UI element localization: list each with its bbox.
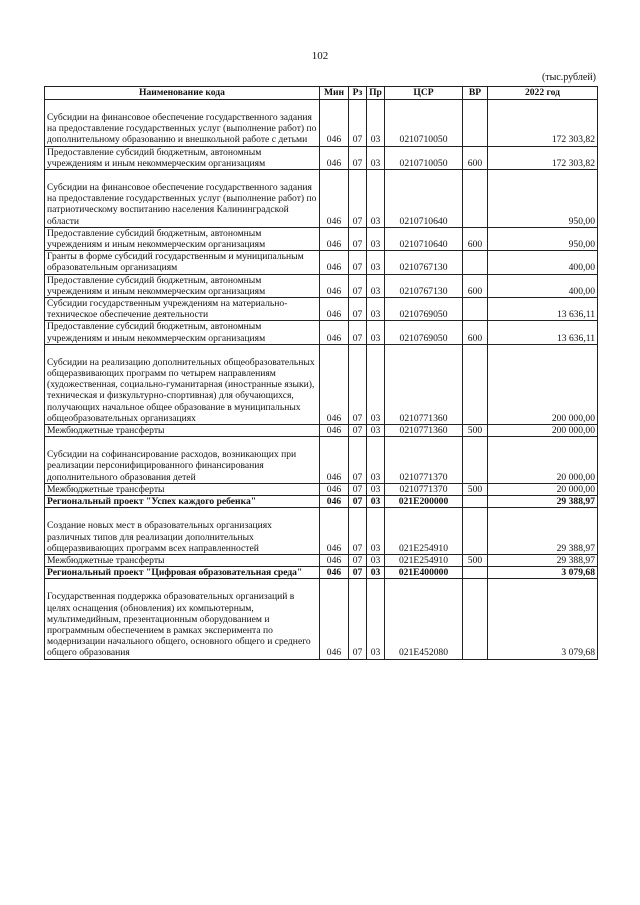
- cell-pr: 03: [367, 170, 385, 228]
- cell-min: 046: [320, 567, 349, 579]
- cell-amount: 3 079,68: [488, 579, 598, 659]
- cell-pr: 03: [367, 437, 385, 484]
- cell-csr: 0210710640: [385, 227, 463, 250]
- cell-name: Субсидии на финансовое обеспечение государственного задания на предоставление государственных услуг (выполнение работ) по патриотическому воспитанию населения Калининградской области: [45, 170, 320, 228]
- cell-csr: 021Е452080: [385, 579, 463, 659]
- cell-name: Субсидии государственным учреждениям на материально-техническое обеспечение деятельности: [45, 298, 320, 321]
- cell-amount: 200 000,00: [488, 425, 598, 437]
- cell-pr: 03: [367, 496, 385, 508]
- cell-min: 046: [320, 554, 349, 566]
- cell-pr: 03: [367, 100, 385, 147]
- table-row: [45, 274, 598, 297]
- cell-csr: 021Е254910: [385, 508, 463, 555]
- cell-rz: 07: [349, 496, 367, 508]
- cell-min: 046: [320, 344, 349, 424]
- cell-rz: 07: [349, 251, 367, 274]
- cell-min: 046: [320, 227, 349, 250]
- header-name: Наименование кода: [45, 87, 320, 100]
- table-row: [45, 554, 598, 566]
- cell-vr: [463, 508, 488, 555]
- cell-vr: [463, 100, 488, 147]
- cell-min: 046: [320, 425, 349, 437]
- cell-csr: 0210769050: [385, 298, 463, 321]
- cell-pr: 03: [367, 483, 385, 495]
- cell-amount: 29 388,97: [488, 554, 598, 566]
- cell-vr: [463, 567, 488, 579]
- cell-min: 046: [320, 251, 349, 274]
- cell-csr: 0210771370: [385, 483, 463, 495]
- cell-pr: 03: [367, 298, 385, 321]
- cell-amount: 200 000,00: [488, 344, 598, 424]
- cell-vr: 600: [463, 227, 488, 250]
- table-row: [45, 425, 598, 437]
- cell-vr: 500: [463, 425, 488, 437]
- table-row: [45, 321, 598, 344]
- cell-name: Создание новых мест в образовательных организациях различных типов для реализации дополнительных общеразвивающих программ всех направленностей: [45, 508, 320, 555]
- cell-vr: 600: [463, 321, 488, 344]
- cell-csr: 021Е200000: [385, 496, 463, 508]
- table-row: [45, 483, 598, 495]
- cell-vr: 500: [463, 554, 488, 566]
- table-body: [45, 100, 598, 660]
- table-row: [45, 567, 598, 579]
- cell-rz: 07: [349, 146, 367, 169]
- cell-vr: 500: [463, 483, 488, 495]
- cell-rz: 07: [349, 321, 367, 344]
- cell-amount: 13 636,11: [488, 298, 598, 321]
- cell-vr: 600: [463, 146, 488, 169]
- table-row: [45, 508, 598, 555]
- cell-amount: 3 079,68: [488, 567, 598, 579]
- table-row: [45, 100, 598, 147]
- header-pr: Пр: [367, 87, 385, 100]
- cell-csr: 0210771370: [385, 437, 463, 484]
- cell-rz: 07: [349, 298, 367, 321]
- cell-pr: 03: [367, 425, 385, 437]
- cell-pr: 03: [367, 344, 385, 424]
- cell-pr: 03: [367, 567, 385, 579]
- cell-rz: 07: [349, 554, 367, 566]
- table-row: [45, 251, 598, 274]
- cell-min: 046: [320, 508, 349, 555]
- cell-name: Субсидии на реализацию дополнительных общеобразовательных общеразвивающих программ по четырем направлениям (художественная, социально-гуманитарная (иностранные языки), техническая и физкультурно-спортивная) для обучающихся, получающих начальное общее образование в муниципальных общеобразовательных организациях: [45, 344, 320, 424]
- cell-name: Гранты в форме субсидий государственным и муниципальным образовательным организациям: [45, 251, 320, 274]
- cell-pr: 03: [367, 251, 385, 274]
- cell-pr: 03: [367, 146, 385, 169]
- cell-vr: [463, 344, 488, 424]
- cell-vr: [463, 579, 488, 659]
- page-number: 102: [311, 50, 329, 62]
- table-row: [45, 579, 598, 659]
- cell-min: 046: [320, 483, 349, 495]
- cell-rz: 07: [349, 579, 367, 659]
- cell-amount: 172 303,82: [488, 146, 598, 169]
- cell-vr: [463, 496, 488, 508]
- cell-rz: 07: [349, 274, 367, 297]
- cell-name: Субсидии на софинансирование расходов, возникающих при реализации персонифицированного финансирования дополнительного образования детей: [45, 437, 320, 484]
- cell-amount: 172 303,82: [488, 100, 598, 147]
- cell-min: 046: [320, 146, 349, 169]
- cell-rz: 07: [349, 170, 367, 228]
- cell-pr: 03: [367, 579, 385, 659]
- cell-name: Предоставление субсидий бюджетным, автономным учреждениям и иным некоммерческим организациям: [45, 227, 320, 250]
- cell-amount: 13 636,11: [488, 321, 598, 344]
- cell-min: 046: [320, 496, 349, 508]
- cell-name: Межбюджетные трансферты: [45, 425, 320, 437]
- table-row: [45, 227, 598, 250]
- cell-name: Региональный проект "Успех каждого ребенка": [45, 496, 320, 508]
- cell-vr: [463, 170, 488, 228]
- cell-pr: 03: [367, 227, 385, 250]
- table-row: [45, 170, 598, 228]
- cell-min: 046: [320, 100, 349, 147]
- cell-csr: 0210771360: [385, 425, 463, 437]
- table-row: [45, 344, 598, 424]
- cell-amount: 950,00: [488, 227, 598, 250]
- table-row: [45, 496, 598, 508]
- cell-amount: 950,00: [488, 170, 598, 228]
- budget-table: [44, 86, 598, 660]
- cell-csr: 0210767130: [385, 274, 463, 297]
- header-vr: ВР: [463, 87, 488, 100]
- cell-name: Региональный проект "Цифровая образовательная среда": [45, 567, 320, 579]
- table-row: [45, 298, 598, 321]
- header-csr: ЦСР: [385, 87, 463, 100]
- header-min: Мин: [320, 87, 349, 100]
- cell-name: Межбюджетные трансферты: [45, 554, 320, 566]
- cell-rz: 07: [349, 344, 367, 424]
- cell-amount: 20 000,00: [488, 483, 598, 495]
- table-row: [45, 146, 598, 169]
- cell-csr: 0210767130: [385, 251, 463, 274]
- cell-min: 046: [320, 321, 349, 344]
- cell-vr: [463, 298, 488, 321]
- cell-name: Государственная поддержка образовательных организаций в целях оснащения (обновления) их компьютерным, мультимедийным, презентационным оборудованием и программным обеспечением в рамках эксперимента по модернизации начального общего, основного общего и среднего общего образования: [45, 579, 320, 659]
- header-rz: Рз: [349, 87, 367, 100]
- cell-name: Субсидии на финансовое обеспечение государственного задания на предоставление государственных услуг (выполнение работ) по дополнительному образованию и внешкольной работе с детьми: [45, 100, 320, 147]
- cell-pr: 03: [367, 508, 385, 555]
- cell-name: Предоставление субсидий бюджетным, автономным учреждениям и иным некоммерческим организациям: [45, 274, 320, 297]
- cell-amount: 400,00: [488, 251, 598, 274]
- cell-pr: 03: [367, 274, 385, 297]
- cell-rz: 07: [349, 227, 367, 250]
- cell-pr: 03: [367, 554, 385, 566]
- cell-rz: 07: [349, 100, 367, 147]
- cell-pr: 03: [367, 321, 385, 344]
- cell-csr: 021Е400000: [385, 567, 463, 579]
- cell-amount: 400,00: [488, 274, 598, 297]
- table-header-row: [45, 87, 598, 100]
- cell-min: 046: [320, 579, 349, 659]
- cell-min: 046: [320, 170, 349, 228]
- cell-csr: 0210710050: [385, 100, 463, 147]
- cell-rz: 07: [349, 437, 367, 484]
- header-year: 2022 год: [488, 87, 598, 100]
- cell-min: 046: [320, 437, 349, 484]
- cell-amount: 29 388,97: [488, 496, 598, 508]
- cell-rz: 07: [349, 567, 367, 579]
- cell-name: Предоставление субсидий бюджетным, автономным учреждениям и иным некоммерческим организациям: [45, 321, 320, 344]
- cell-csr: 0210769050: [385, 321, 463, 344]
- cell-name: Предоставление субсидий бюджетным, автономным учреждениям и иным некоммерческим организациям: [45, 146, 320, 169]
- units-label: (тыс.рублей): [541, 72, 596, 83]
- cell-vr: 600: [463, 274, 488, 297]
- table-row: [45, 437, 598, 484]
- cell-rz: 07: [349, 483, 367, 495]
- cell-csr: 021Е254910: [385, 554, 463, 566]
- cell-csr: 0210771360: [385, 344, 463, 424]
- cell-min: 046: [320, 298, 349, 321]
- cell-min: 046: [320, 274, 349, 297]
- cell-rz: 07: [349, 508, 367, 555]
- cell-vr: [463, 251, 488, 274]
- cell-csr: 0210710640: [385, 170, 463, 228]
- cell-rz: 07: [349, 425, 367, 437]
- cell-name: Межбюджетные трансферты: [45, 483, 320, 495]
- cell-vr: [463, 437, 488, 484]
- cell-csr: 0210710050: [385, 146, 463, 169]
- cell-amount: 29 388,97: [488, 508, 598, 555]
- cell-amount: 20 000,00: [488, 437, 598, 484]
